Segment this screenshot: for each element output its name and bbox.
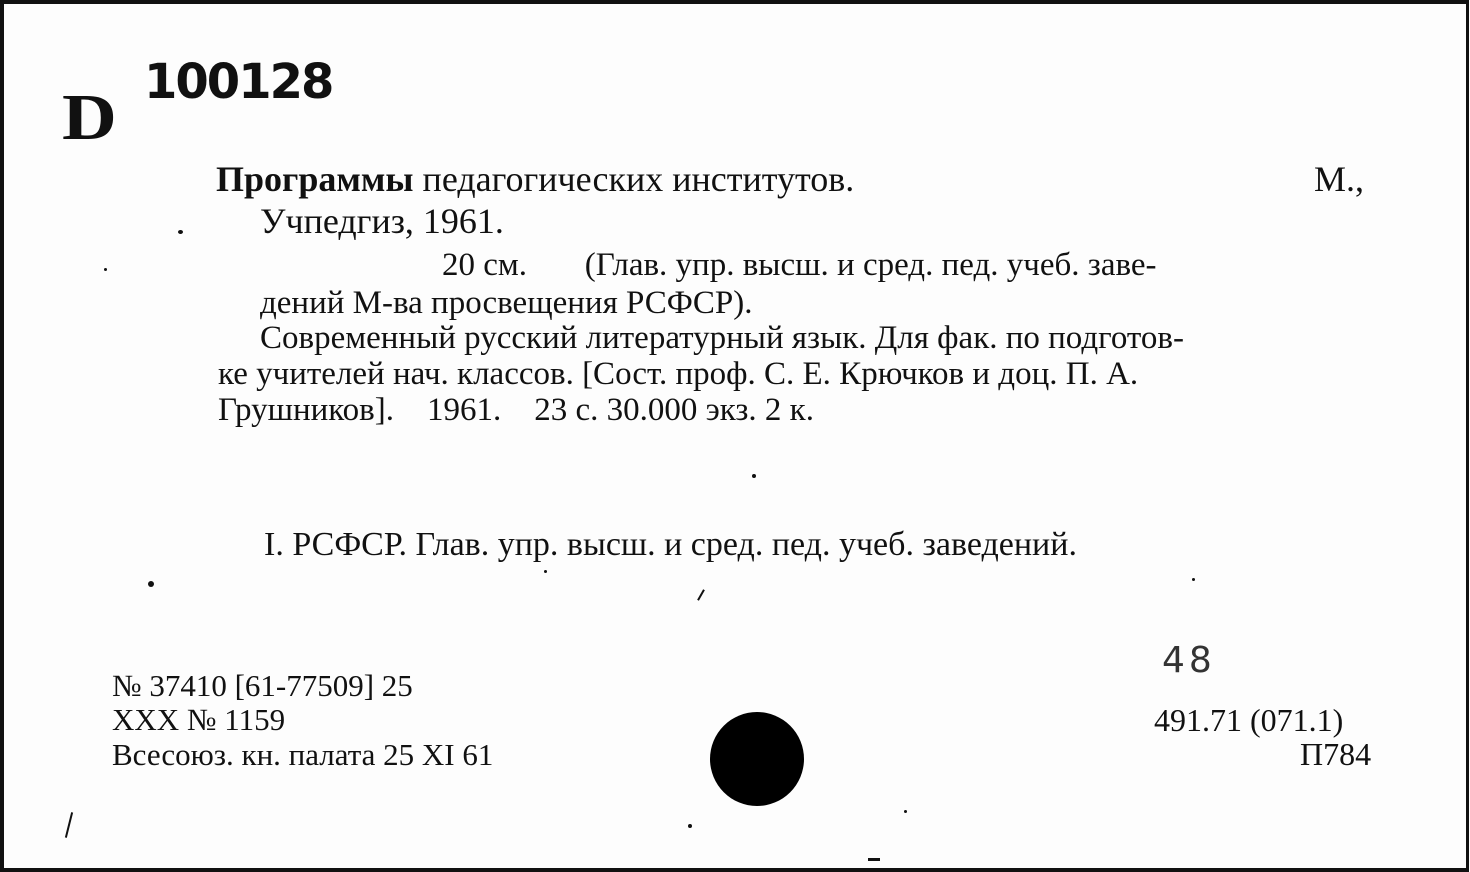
title-rest: педагогических институтов. <box>422 159 855 199</box>
ink-speck <box>148 581 154 587</box>
series-line-1: 20 см. (Глав. упр. высш. и сред. пед. учеб. заве- <box>442 247 1157 283</box>
prefix-letter: D <box>62 81 115 154</box>
series-line-2: дений М-ва просвещения РСФСР). <box>260 285 753 321</box>
ink-stroke <box>868 858 880 861</box>
publisher-year: Учпедгиз, 1961. <box>260 201 504 241</box>
accession-number: 100128 <box>144 54 333 110</box>
title-bold: Программы <box>216 159 414 199</box>
subject-entry: I. РСФСР. Глав. упр. высш. и сред. пед. учеб. заведений. <box>264 526 1077 563</box>
description-line-3: Грушников]. 1961. 23 с. 30.000 экз. 2 к. <box>218 392 814 428</box>
ink-speck <box>1192 578 1195 581</box>
ink-speck <box>544 570 547 573</box>
imprint-line-1: № 37410 [61-77509] 25 <box>112 668 413 703</box>
imprint-line-2: XXX № 1159 <box>112 702 286 737</box>
ink-speck <box>688 824 692 828</box>
ink-stroke <box>697 589 705 600</box>
description-line-1: Современный русский литературный язык. Для фак. по подготов- <box>260 320 1184 356</box>
ink-stroke <box>65 812 73 838</box>
description-line-2: ке учителей нач. классов. [Сост. проф. С. Е. Крючков и доц. П. А. <box>218 356 1139 392</box>
imprint-line-3: Всесоюз. кн. палата 25 XI 61 <box>112 737 494 772</box>
ink-speck <box>104 268 107 271</box>
classification-code: 491.71 (071.1) <box>1154 702 1344 738</box>
title-line <box>216 158 854 200</box>
ink-speck <box>752 474 756 478</box>
handwritten-note: 48 <box>1162 640 1216 681</box>
ink-speck <box>178 230 183 234</box>
punch-hole <box>710 712 804 806</box>
author-mark: П784 <box>1300 736 1372 772</box>
publication-city: М., <box>1314 159 1365 199</box>
ink-speck <box>904 810 907 813</box>
